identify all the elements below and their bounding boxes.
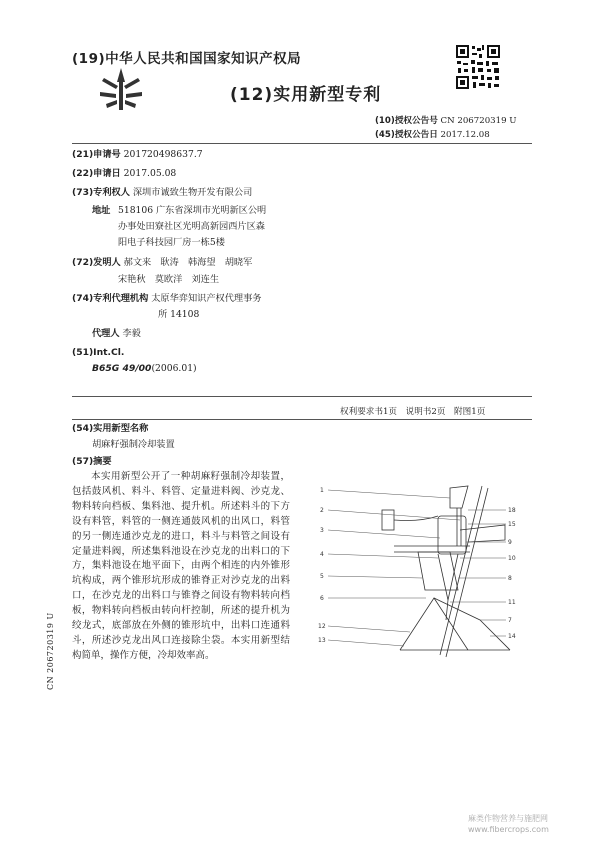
figure-label-8: 8 [508, 575, 512, 582]
publication-date [375, 131, 490, 140]
figure-label-4: 4 [320, 551, 324, 558]
watermark-line-1: 麻类作物营养与施肥网 [468, 814, 548, 823]
figure-label-10: 10 [508, 555, 516, 562]
publication-number-label: (10)授权公告号 [375, 116, 438, 126]
agent-label: 代理人 [92, 328, 120, 339]
ipc-label-row [72, 348, 124, 357]
patentee-value: 深圳市诚致生物开发有限公司 [132, 187, 253, 198]
patent-agency [72, 294, 261, 303]
cnipa-logo-icon [96, 66, 146, 114]
elevator-inner [446, 488, 488, 657]
figure-label-11: 11 [508, 599, 516, 606]
figure-label-18: 18 [508, 507, 516, 514]
inventors [72, 258, 252, 267]
pit-cone-right [434, 598, 510, 650]
filing-date [72, 169, 176, 178]
ipc-label: (51)Int.Cl. [72, 347, 125, 358]
watermark [468, 813, 549, 835]
watermark-line-2: www.fibercrops.com [468, 825, 549, 834]
cyclone-body [438, 516, 466, 554]
header-divider [72, 143, 532, 144]
address-label: 地址 [92, 205, 111, 216]
patent-agency-line-2: 所 14108 [158, 309, 200, 320]
figure-label-7: 7 [508, 617, 512, 624]
blower [382, 510, 394, 530]
biblio-divider [72, 396, 532, 397]
hopper-outline [450, 486, 468, 508]
filing-date-value: 2017.05.08 [123, 168, 177, 179]
publication-date-label: (45)授权公告日 [375, 130, 438, 140]
dust-outlet [460, 525, 505, 542]
address-line-3: 阳电子科技园厂房一栋5楼 [118, 237, 225, 248]
publication-number [375, 117, 517, 126]
application-number [72, 150, 203, 159]
address-line-1: 518106 广东省深圳市光明新区公明 [118, 205, 267, 216]
inventors-line-1: 郝文来 耿涛 韩海望 胡晓军 [123, 257, 253, 268]
figure-label-14: 14 [508, 633, 516, 640]
utility-model-title-label: (54)实用新型名称 [72, 423, 149, 434]
figure-label-15: 15 [508, 521, 516, 528]
agent [92, 329, 141, 338]
figure-label-9: 9 [508, 539, 512, 546]
qr-code [455, 44, 501, 90]
figure-label-6: 6 [320, 595, 324, 602]
pages-divider [72, 419, 532, 420]
abstract-label: (57)摘要 [72, 456, 112, 467]
inventors-label: (72)发明人 [72, 257, 121, 268]
pit-cone-left [400, 598, 468, 650]
utility-model-title: 胡麻籽强制冷却装置 [92, 439, 175, 450]
abstract-text: 本实用新型公开了一种胡麻籽强制冷却装置，包括鼓风机、料斗、料管、定量进料阀、沙克龙、物料转向档板、集料池、提升机。所述料斗的下方设有料管，料管的一侧连通鼓风机的出风口，料管的另一侧连通沙克龙的进口，料斗与料管之间设有定量进料阀，所述集料池设在沙克龙的出料口的下方，集料池设在地平面下，由两个相连的内外锥形坑构成，两个锥形坑形成的锥脊正对沙克龙的出料口，在沙克龙的出料口与锥脊之间设有物料转向档板，物料转向档板由转向杆控制，所述的提升机为绞龙式，底部放在外侧的锥形坑中，出料口连通料斗，所述沙克龙出风口连接除尘袋。本实用新型结构简单，操作方便，冷却效率高。 [72, 471, 290, 661]
patentee-label: (73)专利权人 [72, 187, 130, 198]
ipc-class-year: (2006.01) [151, 363, 197, 374]
figure-label-1: 1 [320, 487, 324, 494]
patent-agency-label: (74)专利代理机构 [72, 293, 149, 304]
application-number-value: 201720498637.7 [123, 149, 203, 160]
patentee [72, 188, 252, 197]
patent-agency-line-1: 太原华弈知识产权代理事务 [151, 293, 262, 304]
figure-label-5: 5 [320, 573, 324, 580]
publication-number-value: CN 206720319 U [440, 116, 517, 126]
agent-value: 李毅 [122, 328, 141, 339]
patent-office-title: (19)中华人民共和国国家知识产权局 [72, 51, 302, 67]
publication-date-value: 2017.12.08 [440, 130, 490, 140]
figure-label-13: 13 [318, 637, 326, 644]
document-type-title: (12)实用新型专利 [230, 85, 382, 105]
inventors-line-2: 宋艳秋 莫欧洋 刘连生 [118, 274, 220, 285]
page-count-info: 权利要求书1页 说明书2页 附图1页 [340, 407, 486, 417]
ipc-class-code: B65G 49/00 [92, 363, 152, 374]
address-line-2: 办事处田寮社区光明高新园西片区森 [118, 221, 265, 232]
abstract-figure [300, 480, 540, 670]
ipc-classification [92, 364, 197, 373]
figure-label-12: 12 [318, 623, 326, 630]
figure-label-3: 3 [320, 527, 324, 534]
application-number-label: (21)申请号 [72, 149, 121, 160]
figure-label-2: 2 [320, 507, 324, 514]
side-publication-code: CN 206720319 U [46, 612, 55, 690]
filing-date-label: (22)申请日 [72, 168, 121, 179]
